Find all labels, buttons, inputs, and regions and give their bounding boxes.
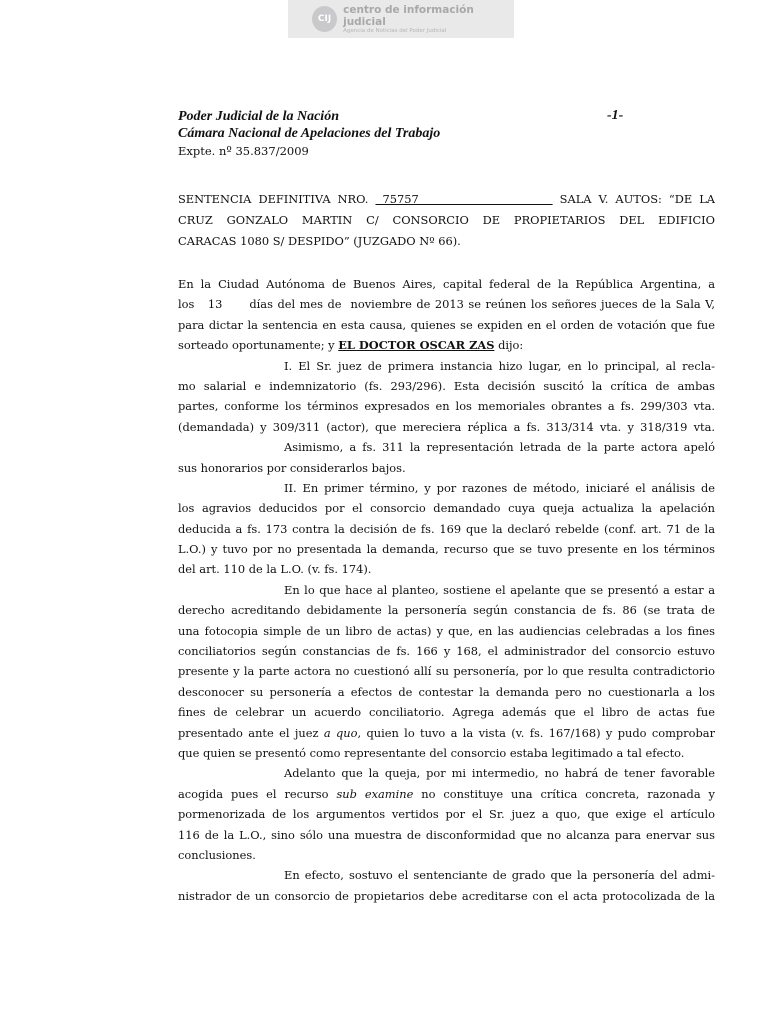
text-line: mo salarial e indemnizatorio (fs. 293/296). Esta decisión suscitó la crítica de ambas [178, 378, 715, 393]
text-line: (demandada) y 309/311 (actor), que mereciera réplica a fs. 313/314 vta. y 318/319 vta. [178, 419, 715, 434]
text-line: En la Ciudad Autónoma de Buenos Aires, capital federal de la República Argentina, a [178, 277, 715, 291]
text-line: una fotocopia simple de un libro de actas) y que, en las audiencias celebradas a los fines [178, 623, 715, 638]
paragraph-opening [178, 274, 715, 356]
caption-label: SENTENCIA DEFINITIVA NRO. [178, 192, 376, 206]
case-file-number: Expte. nº 35.837/2009 [178, 144, 309, 158]
cij-logo-subtitle: Agencia de Noticias del Poder Judicial [343, 27, 447, 34]
text-line: nistrador de un consorcio de propietarios debe acreditarse con el acta protocolizada de la [178, 888, 715, 903]
caption-text: SALA V. AUTOS: “DE LA [552, 192, 715, 206]
text-segment: , quien lo tuvo a la vista (v. fs. 167/168) y pudo comprobar [357, 725, 715, 740]
page-number: -1- [607, 108, 624, 123]
text-line: II. En primer término, y por razones de método, iniciaré el análisis de [284, 480, 715, 495]
text-segment: acogida pues el recurso [178, 786, 337, 801]
text-line: L.O.) y tuvo por no presentada la demanda, recurso que se tuvo presente en los términos [178, 542, 715, 557]
italic-term: sub examine [336, 786, 414, 801]
text-line: presente y la parte actora no cuestionó allí su personería, por lo que resulta contradictorio [178, 664, 715, 679]
document-body [178, 189, 715, 906]
text-line: desconocer su personería a efectos de contestar la demanda pero no cuestionarla a los [178, 684, 715, 699]
judge-name: EL DOCTOR OSCAR ZAS [338, 338, 495, 353]
text-line: Adelanto que la queja, por mi intermedio, no habrá de tener favorable [284, 766, 715, 781]
text-line: pormenorizada de los argumentos vertidos por el Sr. juez a quo, que exige el artículo [178, 807, 715, 822]
cij-logo-title: centro de información judicial [343, 3, 474, 28]
text-line: los 13 días del mes de noviembre de 2013 se reúnen los señores jueces de la Sala V, [178, 297, 715, 312]
text-line: los agravios deducidos por el consorcio demandado cuya queja actualiza la apelación [178, 501, 715, 516]
court-name: Poder Judicial de la Nación [178, 109, 339, 124]
italic-term: a quo [323, 725, 358, 740]
text-line: En efecto, sostuvo el sentenciante de grado que la personería del admi- [284, 868, 715, 883]
document-header [178, 108, 718, 159]
text-line: para dictar la sentencia en esta causa, quienes se expiden en el orden de votación que fue [178, 317, 715, 332]
cij-logo-mark: CIJ [312, 6, 337, 32]
paragraph-ii [178, 478, 715, 580]
text-line: conclusiones. [178, 847, 256, 862]
chamber-name: Cámara Nacional de Apelaciones del Trabajo [178, 126, 441, 141]
paragraph-i [178, 356, 715, 438]
text-segment: presentado ante el juez [178, 725, 324, 740]
text-line: Asimismo, a fs. 311 la representación letrada de la parte actora apeló [284, 440, 715, 455]
text-segment: no constituye una crítica concreta, razonada y [413, 786, 715, 801]
caption-line: CARACAS 1080 S/ DESPIDO” (JUZGADO Nº 66). [178, 234, 461, 248]
text-line: partes, conforme los términos expresados en los memoriales obrantes a fs. 299/303 vta. [178, 399, 715, 414]
paragraph-planteo [178, 580, 715, 764]
text-line: fines de celebrar un acuerdo conciliatorio. Agrega además que el libro de actas fue [178, 705, 715, 720]
text-line: que quien se presentó como representante del consorcio estaba legitimado a tal efecto. [178, 745, 685, 760]
text-line: En lo que hace al planteo, sostiene el apelante que se presentó a estar a [284, 582, 715, 597]
sentence-number: 75757 [375, 192, 553, 206]
caption-line: CRUZ GONZALO MARTIN C/ CONSORCIO DE PROPIETARIOS DEL EDIFICIO [178, 213, 715, 227]
text-line: 116 de la L.O., sino sólo una muestra de disconformidad que no alcanza para enervar sus [178, 827, 715, 842]
text-line: conciliatorios según constancias de fs. 166 y 168, el administrador del consorcio estuvo [178, 644, 715, 659]
text-line: I. El Sr. juez de primera instancia hizo lugar, en lo principal, al recla- [284, 358, 715, 373]
text-line: del art. 110 de la L.O. (v. fs. 174). [178, 562, 372, 577]
text-line: derecho acreditando debidamente la personería según constancia de fs. 86 (se trata de [178, 603, 715, 618]
text-segment: dijo: [494, 338, 524, 353]
text-line: deducida a fs. 173 contra la decisión de fs. 169 que la declaró rebelde (conf. art. 71 de la [178, 521, 715, 536]
paragraph-adelanto [178, 763, 715, 865]
case-caption [178, 189, 715, 252]
text-line: sus honorarios por considerarlos bajos. [178, 460, 406, 475]
cij-logo [288, 0, 514, 38]
paragraph-en-efecto [178, 865, 715, 906]
paragraph-asimismo [178, 437, 715, 478]
text-segment: sorteado oportunamente; y [178, 338, 339, 353]
